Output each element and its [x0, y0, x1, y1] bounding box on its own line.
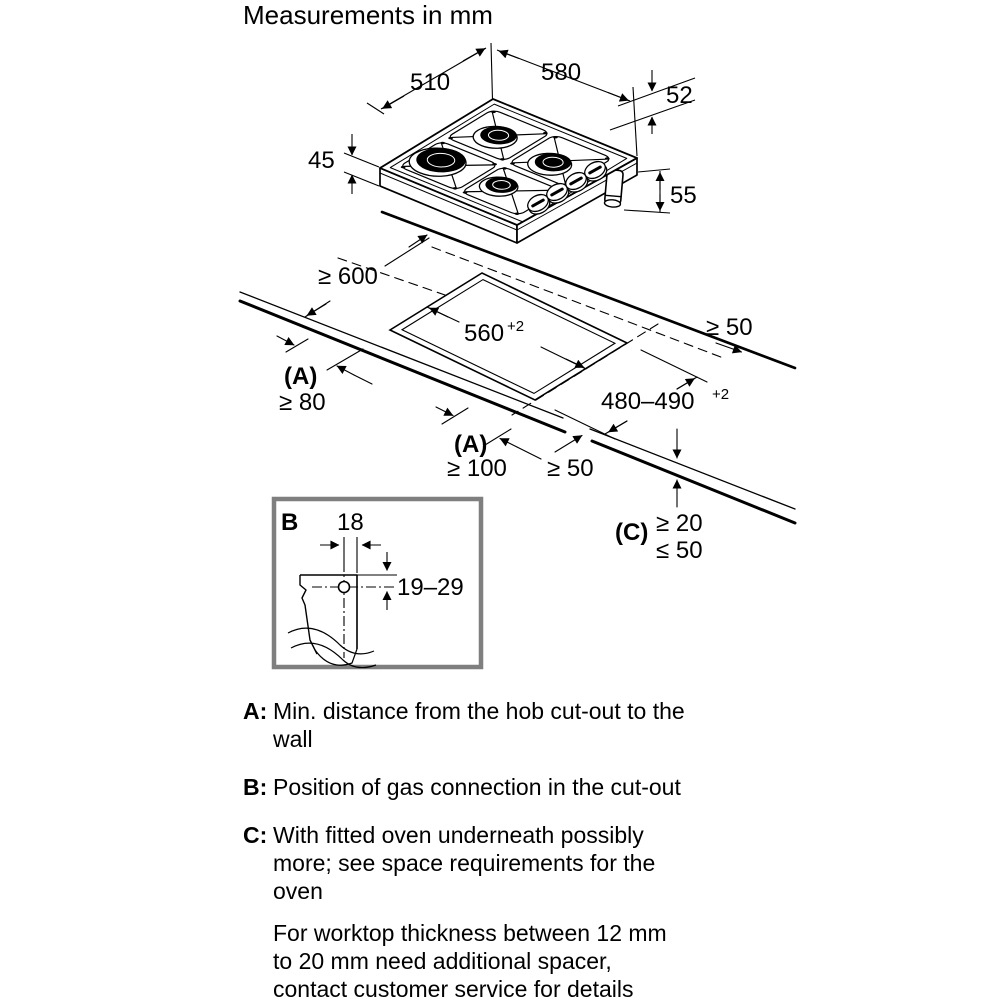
dim-510-label: 510	[410, 69, 451, 96]
note-c-line3: oven	[273, 878, 323, 904]
page-title: Measurements in mm	[243, 0, 493, 30]
worktop-installation-view	[240, 212, 795, 523]
note-a-line1: Min. distance from the hob cut-out to the	[273, 698, 685, 724]
clearance-front-edge-label: ≥ 50	[547, 455, 594, 482]
note-spacer-line1: For worktop thickness between 12 mm	[273, 920, 667, 946]
note-c-key: C:	[243, 822, 268, 848]
label-c: (C)	[615, 519, 649, 546]
dim-55-label: 55	[670, 182, 697, 209]
hole-offset-label: 18	[337, 509, 364, 536]
note-a-line2: wall	[273, 726, 313, 752]
cutout-depth-tolerance: +2	[712, 386, 730, 403]
hole-depth-label: 19–29	[397, 574, 464, 601]
thickness-max-label: ≤ 50	[656, 537, 703, 564]
dim-45-label: 45	[308, 147, 335, 174]
dim-600-label: ≥ 600	[318, 263, 378, 290]
notes-section	[243, 698, 685, 1000]
cutout-width-label: 560	[464, 320, 505, 347]
dim-580-label: 580	[541, 59, 582, 86]
worktop-back-edge	[382, 212, 795, 368]
cutout-width-tolerance: +2	[507, 318, 525, 335]
note-spacer-line2: to 20 mm need additional spacer,	[273, 948, 612, 974]
clearance-front-wall-label: ≥ 100	[447, 455, 507, 482]
clearance-left-label: ≥ 80	[279, 389, 326, 416]
label-a-left: (A)	[284, 363, 318, 390]
thickness-min-label: ≥ 20	[656, 510, 703, 537]
gas-connection-hole	[339, 582, 350, 593]
note-a-key: A:	[243, 698, 268, 724]
detail-box-label: B	[281, 509, 299, 536]
note-c-line2: more; see space requirements for the	[273, 850, 656, 876]
note-spacer-line3: contact customer service for details	[273, 976, 634, 1000]
label-a-front: (A)	[454, 431, 488, 458]
clearance-right-label: ≥ 50	[706, 314, 753, 341]
note-b-line1: Position of gas connection in the cut-out	[273, 774, 681, 800]
cutout-depth-label: 480–490	[601, 388, 695, 415]
note-c-line1: With fitted oven underneath possibly	[273, 822, 644, 848]
note-b-key: B:	[243, 774, 268, 800]
dim-52-label: 52	[666, 82, 693, 109]
hob-isometric-view	[380, 99, 637, 243]
